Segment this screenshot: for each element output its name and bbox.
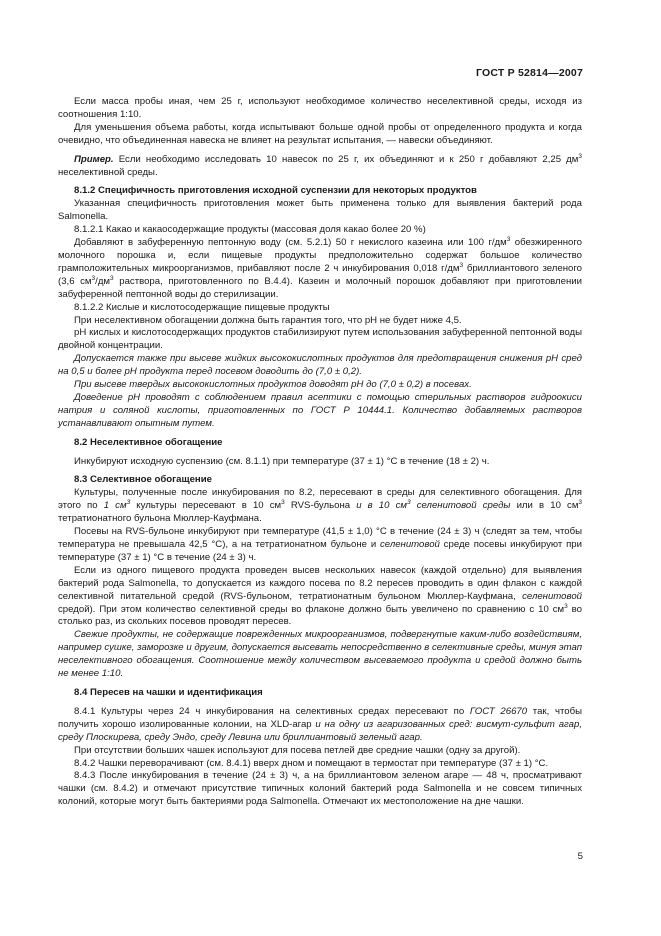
paragraph: Добавляют в забуференную пептонную воду (см. 5.2.1) 50 г некислого казеина или 100 $г/дм^3$ обезжиренного молочного порошка и, если пищевые продукты предположительно содержат большое количество грамположительных микроорганизмов, прибавляют после 2 ч инкубирования 0,018 $г/дм^3$ бриллиантового зеленого (3,6 $см^3/дм^3$ раствора, приготовленного по В.4.4). Казеин и молочный порошок добавляют при приготовлении забуференной пептонной воды до стерилизации.	[58, 236, 583, 300]
subsection-heading: 8.1.2.1 Какао и какаосодержащие продукты (массовая доля какао более 20 %)	[74, 224, 426, 236]
paragraph: При неселективном обогащении должна быть гарантия того, что pH не будет ниже 4,5.	[74, 314, 462, 326]
subsection-heading: 8.1.2.2 Кислые и кислотосодержащие пищевые продукты	[74, 301, 330, 313]
paragraph: 8.4.3 После инкубирования в течение (24 ± 3) ч, а на бриллиантовом зеленом агаре — 48 ч, просматривают чашки (см. 8.4.2) и отмечают присутствие типичных колоний бактерий рода Salmonella и не совсем типичных колоний, которые могут быть бактериями рода Salmonella. Отмечают их местоположение на дне чашки.	[58, 770, 582, 808]
section-heading: 8.4 Пересев на чашки и идентификация	[74, 686, 263, 698]
page-number: 5	[577, 851, 583, 862]
paragraph: Если масса пробы иная, чем 25 г, используют необходимое количество неселективной среды, исходя из соотношения 1:10.	[58, 96, 582, 120]
paragraph: Допускается также при высеве жидких высококислотных продуктов для предотвращения снижения pH сред на 0,5 и более pH продукта перед посевом доводить до (7,0 ± 0,2).	[58, 353, 582, 378]
section-heading: 8.1.2 Специфичность приготовления исходной суспензии для некоторых продуктов	[74, 185, 477, 197]
paragraph: При отсутствии больших чашек используют для посева петлей две средние чашки (одну за другой).	[74, 744, 521, 756]
paragraph: 8.4.1 Культуры через 24 ч инкубирования на селективных средах пересевают по ГОСТ 26670 так, чтобы получить хорошо изолированные колонии, на XLD-агар и на одну из агаризованных сред: висмут-сульфит агар, среду Плоскирева, среду Эндо, среду Левина или бриллиантовый зеленый агар.	[58, 705, 582, 743]
paragraph: Если из одного пищевого продукта проведен высев нескольких навесок (каждой отдельно) для выявления бактерий рода Salmonella, то допускается из каждого посева по 8.2 пересев проводить в один флакон с каждой селективной питательной средой (RVS-бульоном, тетратионатным бульоном Мюллер-Кауфмана, селенитовой средой). При этом количество селективной среды во флаконе должно быть увеличено по сравнению с 10 $см^3$ во столько раз, из скольких посевов проводят пересев.	[58, 564, 582, 628]
section-heading: 8.2 Неселективное обогащение	[74, 436, 223, 448]
document-body	[58, 96, 582, 809]
paragraph: Для уменьшения объема работы, когда испытывают больше одной пробы от определенного продукта и когда очевидно, что объединенная навеска не влияет на результат испытания, — навески объединяют.	[58, 121, 582, 146]
example-paragraph: Пример. Если необходимо исследовать 10 навесок по 25 г, их объединяют и к 250 г добавляют 2,25 $дм^3$ неселективной среды.	[58, 152, 582, 178]
example-label: Пример.	[74, 153, 114, 165]
paragraph: 8.4.2 Чашки переворачивают (см. 8.4.1) вверх дном и помещают в термостат при температуре (37 ± 1) °С.	[74, 757, 549, 769]
paragraph: Доведение pH проводят с соблюдением правил асептики с помощью стерильных растворов гидроокиси натрия и соляной кислоты, приготовленных по ГОСТ Р 10444.1. Количество добавляемых растворов устанавливают опытным путем.	[58, 391, 582, 429]
standard-number: ГОСТ Р 52814—2007	[475, 67, 583, 79]
paragraph: Свежие продукты, не содержащие поврежденных микроорганизмов, подвергнутые каким-либо воздействиям, например сушке, заморозке и другим, допускается высевать непосредственно в селективные среды, минуя этап неселективного обогащения. Соотношение между количеством высеваемого продукта и средой должно быть не менее 1:10.	[58, 629, 582, 680]
paragraph: Культуры, полученные после инкубирования по 8.2, пересевают в среды для селективного обогащения. Для этого по 1 $см^3$ культуры пересевают в 10 $см^3$ RVS-бульона и в 10 $см^3$ селенитовой среды или в 10 $см^3$ тетратионатного бульона Мюллер-Кауфмана.	[58, 487, 583, 525]
paragraph: Указанная специфичность приготовления может быть применена только для выявления бактерий рода Salmonella.	[58, 198, 582, 223]
paragraph: pH кислых и кислотосодержащих продуктов стабилизируют путем использования забуференной пептонной воды двойной концентрации.	[58, 327, 582, 352]
paragraph: Посевы на RVS-бульоне инкубируют при температуре (41,5 ± 1,0) °С в течение (24 ± 3) ч (следят за тем, чтобы температура не превышала 42,5 °С), а на тетратионатном бульоне и селенитовой среде посевы инкубируют при температуре (37 ± 1) °С в течение (24 ± 3) ч.	[58, 526, 582, 563]
paragraph: Инкубируют исходную суспензию (см. 8.1.1) при температуре (37 ± 1) °С в течение (18 ± 2) ч.	[74, 455, 490, 467]
section-heading: 8.3 Селективное обогащение	[74, 474, 212, 486]
paragraph: При высеве твердых высококислотных продуктов доводят pH до (7,0 ± 0,2) в посевах.	[74, 379, 472, 391]
